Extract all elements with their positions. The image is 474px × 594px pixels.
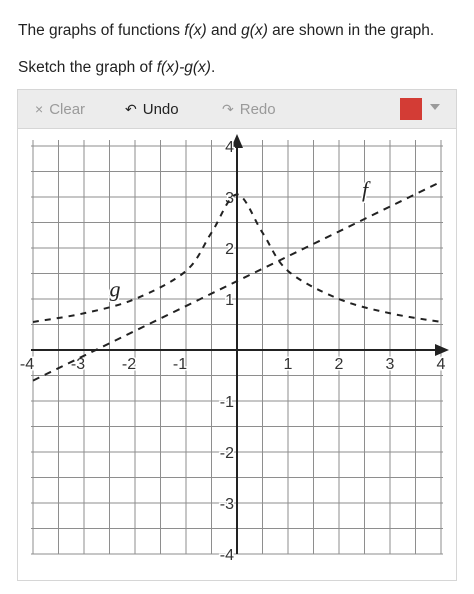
x-tick-label: -1 [172,356,188,373]
clear-button[interactable] [35,90,85,128]
y-tick-label: 4 [225,139,234,156]
graph-canvas[interactable] [17,128,455,568]
color-swatch[interactable] [400,98,422,120]
x-tick-label: -3 [70,356,86,373]
y-tick-label: 1 [225,292,234,309]
clear-label: Clear [49,100,86,118]
y-tick-label: -2 [219,445,234,462]
y-tick-label: 3 [225,190,234,207]
toolbar [18,90,456,129]
question-line-2: Sketch the graph of f(x)-g(x). [18,59,216,76]
chevron-down-icon[interactable] [430,104,440,110]
g-of-x: g(x) [241,22,268,39]
undo-button[interactable] [125,90,179,128]
x-axis-arrow-icon [435,344,449,356]
undo-icon: ↶ [125,100,137,117]
x-tick-label: 4 [436,356,446,373]
x-tick-label: 2 [334,356,344,373]
f-label: f [361,177,369,202]
undo-label: Undo [142,100,179,118]
close-icon: × [35,101,44,117]
redo-button[interactable] [222,90,276,128]
redo-label: Redo [239,100,276,118]
question-line-1: The graphs of functions f(x) and g(x) are shown in the graph. [18,22,435,39]
y-tick-label: -1 [219,394,234,411]
difference-expression: f(x)-g(x) [156,59,211,76]
g-label: g [109,276,121,302]
y-tick-label: -3 [219,496,234,513]
f-of-x: f(x) [184,22,207,39]
x-tick-label: 3 [385,356,395,373]
x-tick-label: 1 [283,356,293,373]
x-tick-label: -4 [19,356,35,373]
x-tick-label: -2 [121,356,137,373]
y-tick-label: 2 [225,241,234,258]
redo-icon: ↷ [222,100,234,117]
y-tick-label: -4 [219,547,234,564]
question-text [18,20,464,79]
